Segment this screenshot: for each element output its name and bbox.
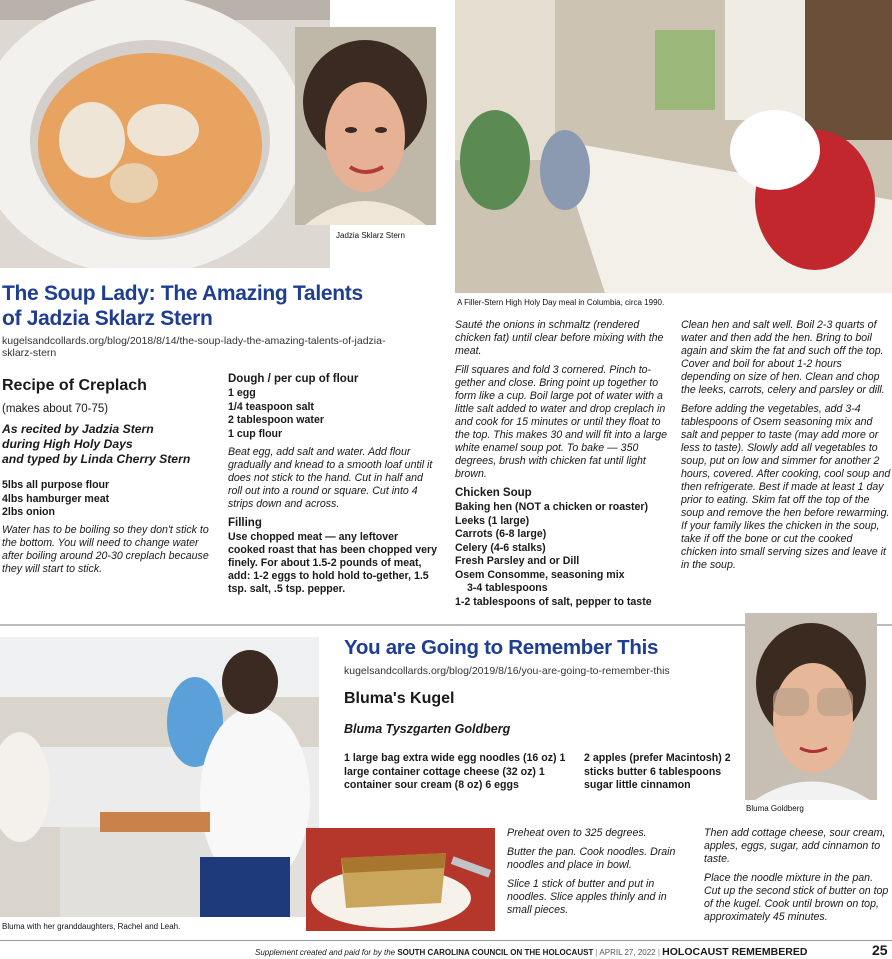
dough-heading: Dough / per cup of flour bbox=[228, 373, 359, 385]
footer-council: SOUTH CAROLINA COUNCIL ON THE HOLOCAUST bbox=[397, 948, 594, 957]
ingredient-item: Osem Consomme, seasoning mix bbox=[455, 568, 625, 581]
kitchen-photo bbox=[0, 637, 319, 917]
footer-date: APRIL 27, 2022 bbox=[599, 948, 656, 957]
kugel-photo bbox=[306, 828, 495, 931]
ingredient-item: little cinnamon bbox=[615, 779, 691, 791]
ingredient-item: 2 apples (prefer Macintosh) bbox=[584, 752, 722, 764]
vegetable-instructions: Before adding the vegetables, add 3-4 tablespoons of Osem seasoning mix and salt and pepper to taste (may add more or less to taste). Slowly add all vegetables to soup, put on low and simmer for another 2 hours, covered. After cooking, cool soup and then refrigerate. Best if made at least 1 day prior to eating. Skim fat off the top of the soup and remove the hen before rewarming. If your family likes the chicken in the soup, take if off the bone or cut the cooked chicken into small serving sizes and leave it in the soup. bbox=[681, 403, 891, 571]
ingredient-item: Leeks (1 large) bbox=[455, 514, 530, 527]
kugel-ingredients-left bbox=[344, 752, 584, 793]
article1-title-line2: of Jadzia Sklarz Stern bbox=[2, 307, 213, 330]
footer-rule bbox=[0, 940, 892, 941]
kugel-steps-column-1 bbox=[507, 827, 692, 923]
clean-hen-instructions: Clean hen and salt well. Boil 2-3 quarts of water and then add the hen. Bring to boil again and skim the fat and such off the top. Cover and boil for about 1-2 hours depending on size of hen. Clean and chop the leeks, carrots, celery and parsley or dill. bbox=[681, 319, 885, 396]
article2-url[interactable]: kugelsandcollards.org/blog/2019/8/16/you-are-going-to-remember-this bbox=[344, 665, 670, 677]
bluma-portrait-photo bbox=[745, 613, 877, 800]
holy-day-meal-photo bbox=[455, 0, 892, 293]
jadzia-portrait-illustration bbox=[295, 27, 436, 225]
article2-title: You are Going to Remember This bbox=[344, 636, 659, 659]
recited-line-2: during High Holy Days bbox=[2, 437, 133, 451]
ingredient-item: Carrots (6-8 large) bbox=[455, 528, 547, 540]
dough-instructions: Beat egg, add salt and water. Add flour gradually and knead to a smooth loaf until it does not stick to the hand. Cut in half and roll out into a round or square. Cut into 4 strips down and across. bbox=[228, 446, 433, 510]
caption-bluma: Bluma Goldberg bbox=[746, 804, 804, 813]
page-number: 25 bbox=[872, 942, 888, 958]
creplach-column-3 bbox=[455, 319, 667, 609]
ingredient-item: 1 container sour cream (8 oz) bbox=[344, 765, 545, 791]
article1-title bbox=[2, 281, 363, 331]
ingredient-item: 1 egg bbox=[228, 387, 256, 399]
article1-url-line2: sklarz-stern bbox=[2, 347, 57, 359]
water-note: Water has to be boiling so they don't stick to the bottom. You will need to change water after boiling around 20-30 creplach because they will start to stick. bbox=[2, 523, 209, 575]
recited-line-1: As recited by Jadzia Stern bbox=[2, 422, 154, 436]
creplach-yield: (makes about 70-75) bbox=[2, 403, 109, 415]
ingredient-item: 1 large container cottage cheese (32 oz) bbox=[344, 752, 566, 778]
creplach-column-1 bbox=[2, 377, 214, 582]
kitchen-illustration bbox=[0, 637, 319, 917]
bluma-portrait-illustration bbox=[745, 613, 877, 800]
kugel-author: Bluma Tyszgarten Goldberg bbox=[344, 722, 511, 736]
recited-line-3: and typed by Linda Cherry Stern bbox=[2, 452, 191, 466]
ingredient-item: 2 tablespoon water bbox=[228, 414, 324, 426]
footer-separator: | bbox=[657, 948, 663, 957]
kugel-illustration bbox=[306, 828, 495, 931]
creplach-recited-by bbox=[2, 422, 214, 467]
filling-instructions: Use chopped meat — any leftover cooked roast that has been chopped very finely. For about 1.5-2 pounds of meat, add: 1-2 eggs to hold hold to-gether, 1.5 tsp. salt, .5 tsp. pepper. bbox=[228, 531, 437, 595]
holy-day-meal-illustration bbox=[455, 0, 892, 293]
caption-meal: A Filler-Stern High Holy Day meal in Columbia, circa 1990. bbox=[457, 298, 665, 307]
creplach-ingredients bbox=[2, 479, 214, 520]
article1-url[interactable] bbox=[2, 335, 442, 359]
jadzia-portrait-photo bbox=[295, 27, 436, 225]
caption-jadzia: Jadzia Sklarz Stern bbox=[336, 231, 405, 240]
article1-title-line1: The Soup Lady: The Amazing Talents bbox=[2, 282, 363, 305]
article1-url-line1: kugelsandcollards.org/blog/2018/8/14/the-soup-lady-the-amazing-talents-of-jadzia- bbox=[2, 335, 386, 347]
footer-supplement: Supplement created and paid for by the bbox=[255, 948, 396, 957]
kugel-step-3: Slice 1 stick of butter and put in noodles. Slice apples thinly and in small pieces. bbox=[507, 878, 667, 916]
kugel-step-4: Then add cottage cheese, sour cream, apples, eggs, sugar, add cinnamon to taste. bbox=[704, 827, 886, 865]
kugel-step-1: Preheat oven to 325 degrees. bbox=[507, 827, 647, 839]
dough-ingredients bbox=[228, 387, 438, 441]
ingredient-item: 3-4 tablespoons bbox=[467, 582, 548, 594]
kugel-step-2: Butter the pan. Cook noodles. Drain noodles and place in bowl. bbox=[507, 846, 676, 871]
footer bbox=[255, 946, 892, 959]
footer-section: HOLOCAUST REMEMBERED bbox=[662, 946, 808, 958]
filling-heading: Filling bbox=[228, 517, 262, 529]
ingredient-item: 5lbs all purpose flour bbox=[2, 479, 110, 491]
creplach-column-2 bbox=[228, 373, 438, 602]
kugel-recipe-title: Bluma's Kugel bbox=[344, 690, 455, 707]
soup-bowl-illustration bbox=[0, 0, 330, 268]
saute-instructions: Sauté the onions in schmaltz (rendered chicken fat) until clear before mixing with the meat. bbox=[455, 319, 664, 357]
caption-granddaughters: Bluma with her granddaughters, Rachel and Leah. bbox=[2, 922, 181, 931]
ingredient-item: 1 cup flour bbox=[228, 427, 283, 440]
footer-separator: | bbox=[595, 948, 600, 957]
ingredient-item: 2 sticks butter bbox=[584, 752, 731, 778]
fill-instructions: Fill squares and fold 3 cornered. Pinch to-gether and close. Bring point up together to form like a cup. Boil large pot of water with a little salt added to water and drop creplach in and cook for 15 minutes or until they float to the top. This makes 30 and will fit into a large white enamel soup pot. To bake — 350 degrees, brush with chicken fat until light brown. bbox=[455, 364, 667, 480]
ingredient-item: Fresh Parsley and or Dill bbox=[455, 555, 580, 567]
creplach-column-4 bbox=[681, 319, 891, 578]
ingredient-item: Celery (4-6 stalks) bbox=[455, 541, 546, 554]
ingredient-item: Baking hen (NOT a chicken or roaster) bbox=[455, 501, 649, 513]
ingredient-item: 6 eggs bbox=[485, 779, 519, 791]
creplach-recipe-title: Recipe of Creplach bbox=[2, 377, 147, 394]
soup-bowl-photo bbox=[0, 0, 330, 268]
ingredient-item: 1/4 teaspoon salt bbox=[228, 400, 314, 413]
kugel-steps-column-2 bbox=[704, 827, 890, 930]
ingredient-item: 4lbs hamburger meat bbox=[2, 492, 110, 505]
kugel-step-5: Place the noodle mixture in the pan. Cut up the second stick of butter on top of the kugel. Cook until brown on top, approximately 45 minutes. bbox=[704, 872, 889, 923]
chicken-soup-ingredients bbox=[455, 501, 667, 609]
kugel-ingredients-right bbox=[584, 752, 744, 793]
chicken-soup-heading: Chicken Soup bbox=[455, 487, 532, 499]
ingredient-item: 1 large bag extra wide egg noodles (16 oz) bbox=[344, 752, 557, 764]
ingredient-item: 2lbs onion bbox=[2, 506, 55, 518]
ingredient-item: 1-2 tablespoons of salt, pepper to taste bbox=[455, 595, 652, 608]
ingredient-item: 6 tablespoons sugar bbox=[584, 765, 722, 791]
